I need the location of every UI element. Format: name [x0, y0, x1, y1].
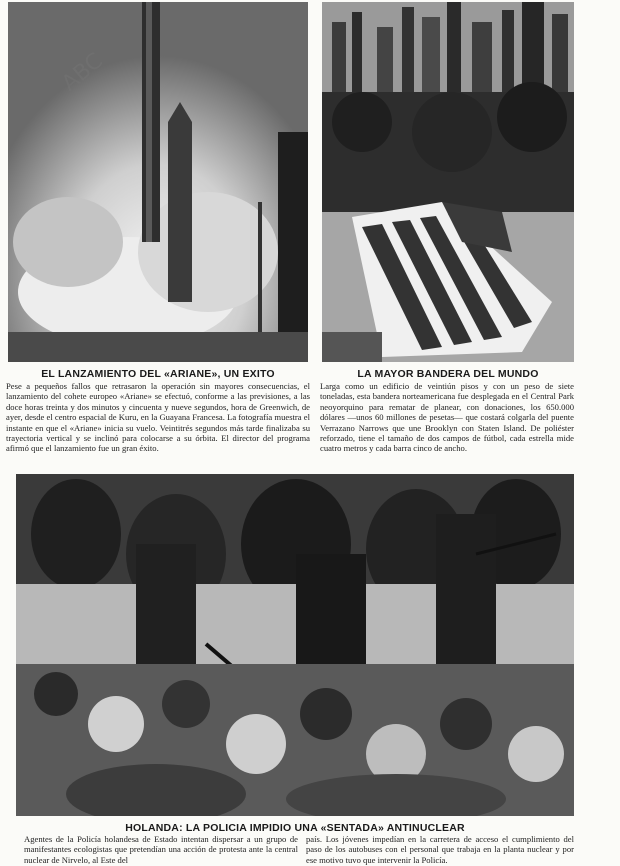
police-sit-in-photo — [16, 474, 574, 816]
flag-caption: Larga como un edificio de veintiún pisos y con un peso de siete toneladas, esta bandera norteamericana fue desplegada en el Central Park neoyorquino para rematar de planear, con donaciones, los 650.000 dólares —unos 60 millones de pesetas— que costará colgarla del puente Verrazano Narrows que une Brooklyn con Staten Island. De poliéster reforzado, tiene el tamaño de dos campos de fútbol, cada estrella mide cuatro metros y cada barra cinco de ancho. — [320, 381, 574, 454]
ariane-launch-photo — [8, 2, 308, 362]
ariane-caption: Pese a pequeños fallos que retrasaron la operación sin mayores consecuencias, el lanzamiento del cohete europeo «Ariane» se efectuó, conforme a las previsiones, a las doce horas treinta y dos minutos y cincuenta y nueve segundos, hora de Greenwich, de ayer, desde el centro espacial de Kuru, en la Guayana Francesa. La fotografía muestra el instante en que el «Ariane» inicia su vuelo. Veintitrés segundos más tarde finalizaba su trayectoria vertical y se inclinó para colocarse a su órbita. El director del programa afirmó que el lanzamiento fue un gran éxito. — [6, 381, 310, 454]
flag-central-park-photo — [322, 2, 574, 362]
flag-headline: LA MAYOR BANDERA DEL MUNDO — [357, 368, 539, 380]
holland-caption-left: Agentes de la Policía holandesa de Estado intentan dispersar a un grupo de manifestantes ecologistas que pretendían una acción de protesta ante la central nuclear de Nirvelo, al Este del — [24, 834, 298, 865]
ariane-headline: EL LANZAMIENTO DEL «ARIANE», UN EXITO — [41, 368, 275, 380]
holland-caption-right: país. Los jóvenes impedían en la carretera de acceso el cumplimiento del paso de los autobuses con el personal que trabaja en la planta nuclear y por ese motivo tuvo que intervenir la Policía. — [306, 834, 574, 865]
holland-headline: HOLANDA: LA POLICIA IMPIDIO UNA «SENTADA» ANTINUCLEAR — [125, 822, 465, 834]
abc-watermark: ABC — [57, 48, 108, 97]
